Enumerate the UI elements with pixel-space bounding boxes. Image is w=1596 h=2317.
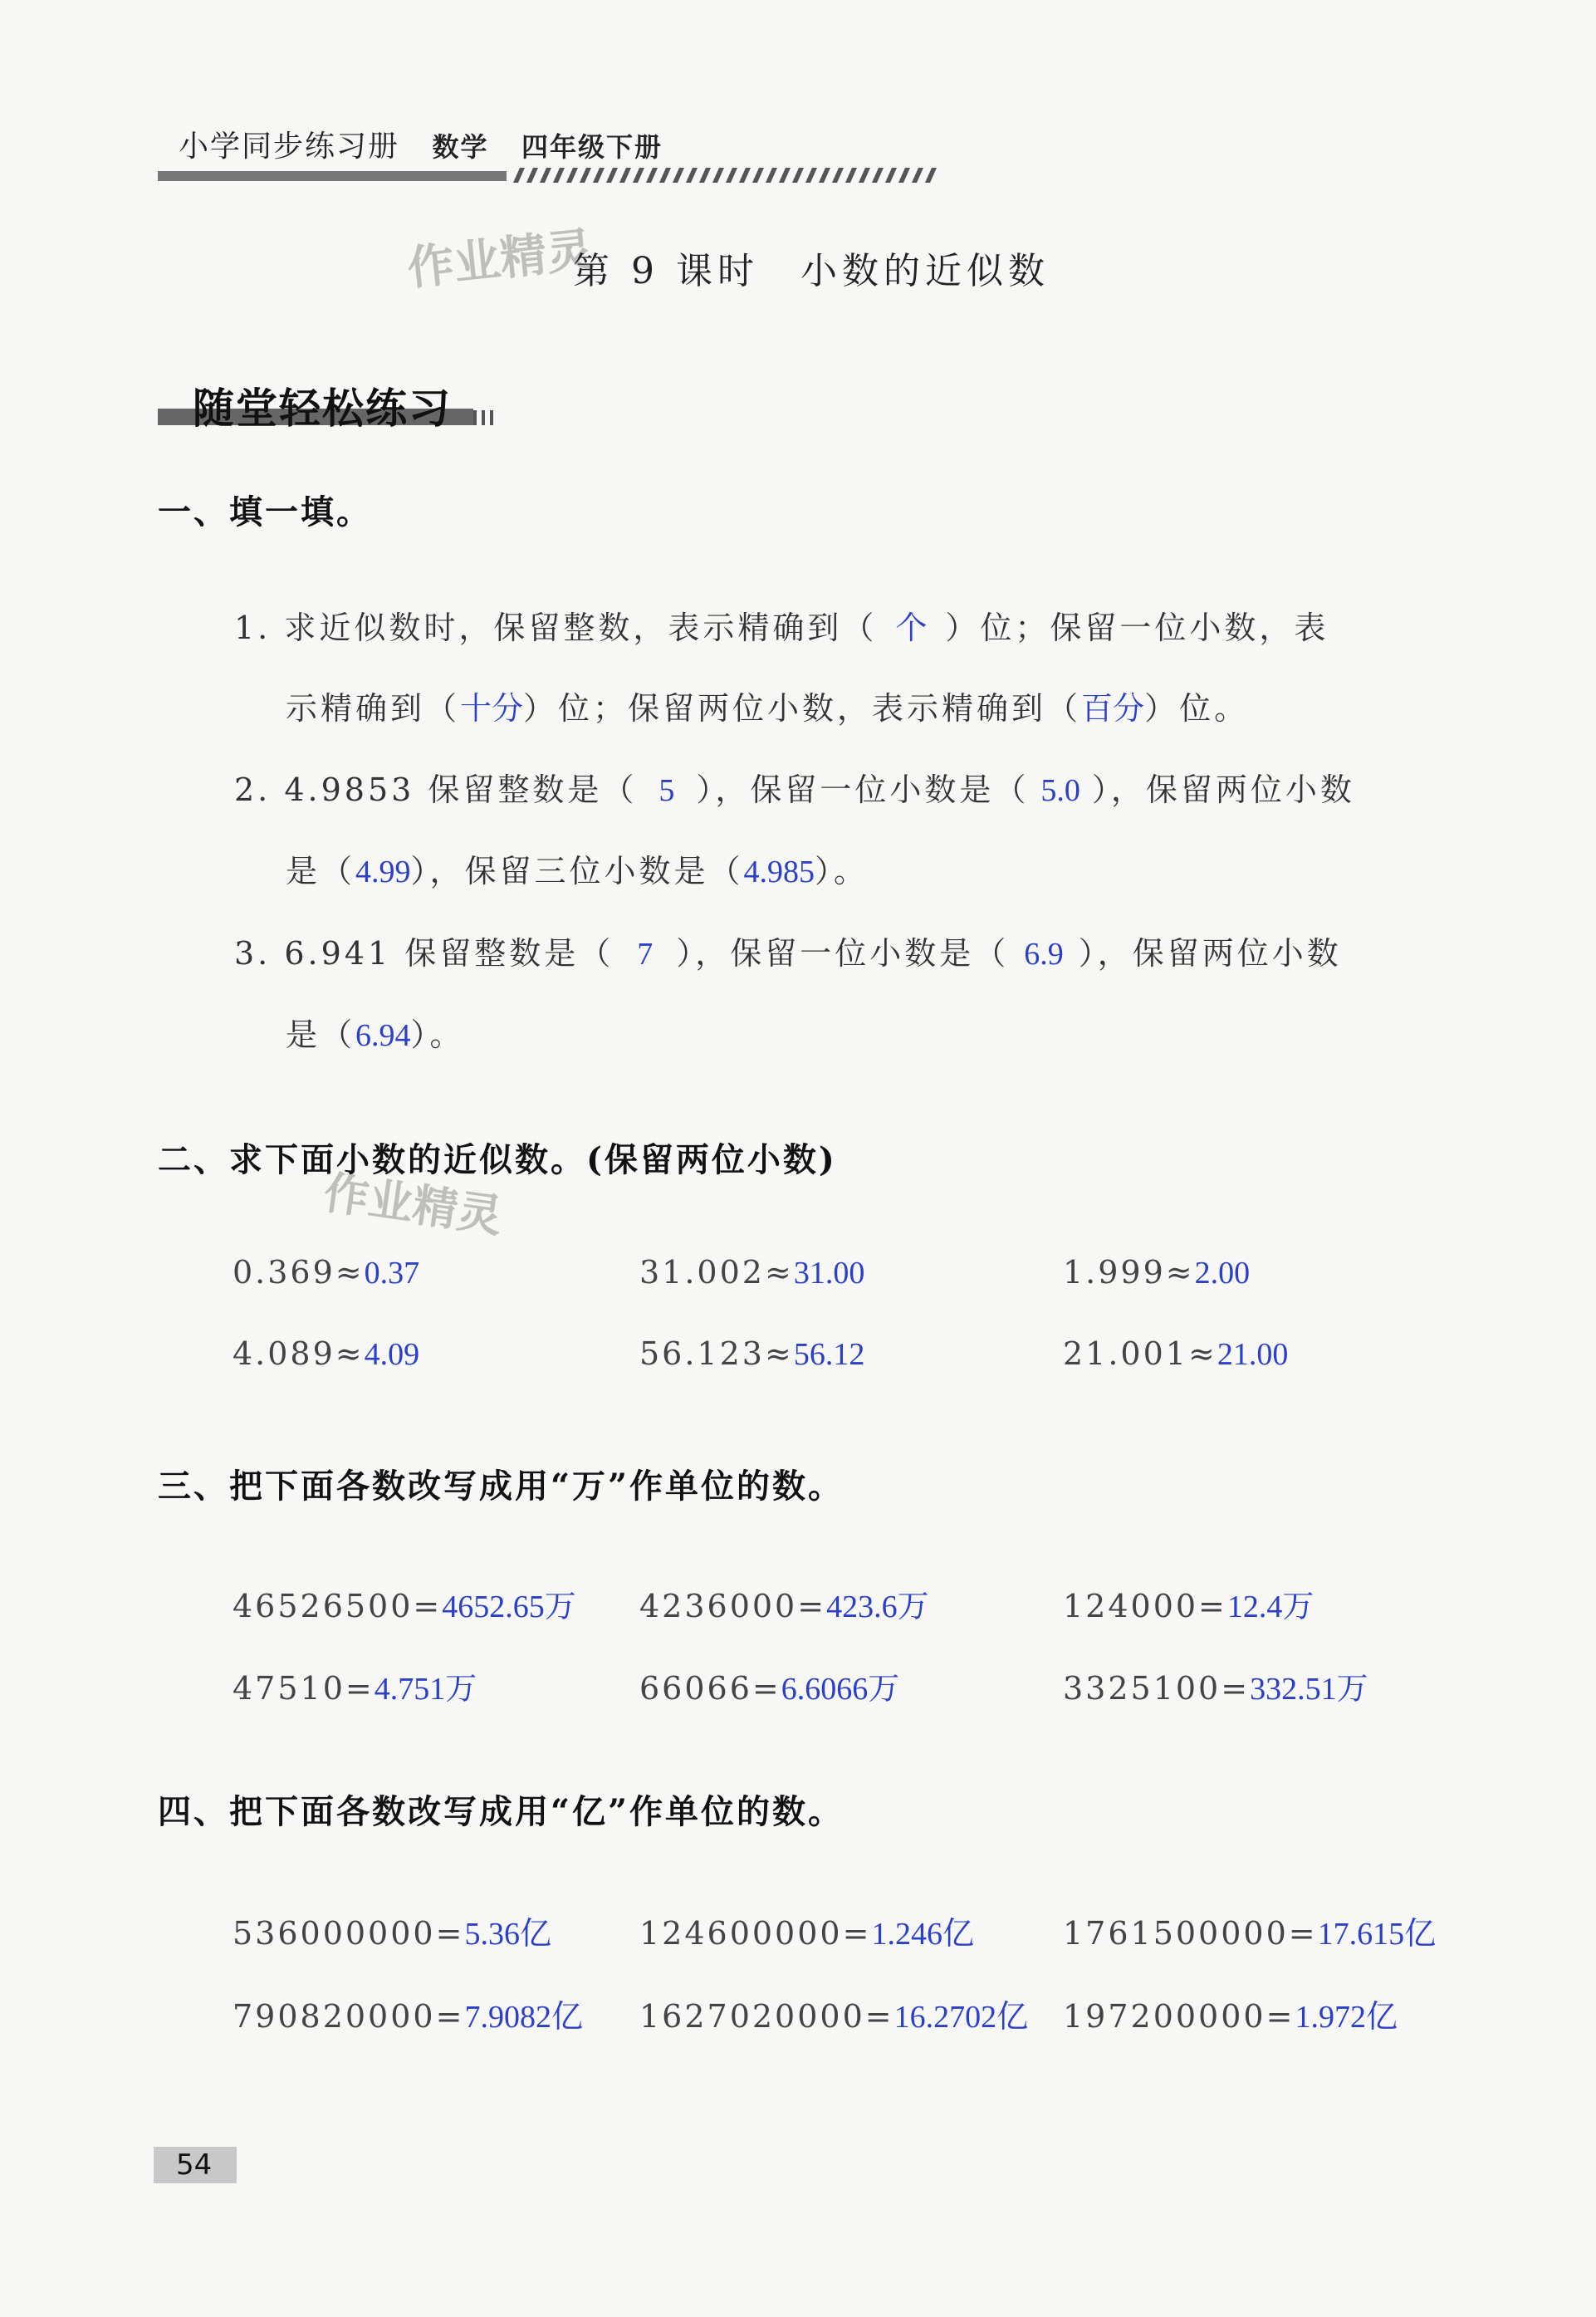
grade: 四年级下册	[521, 131, 663, 163]
page-number: 54	[176, 2148, 213, 2182]
wan-item: 66066=6.6066万	[639, 1670, 900, 1707]
approx-item: 31.002≈31.00	[639, 1254, 865, 1291]
q1-line1: 1. 求近似数时，保留整数，表示精确到（ 个 ）位；保留一位小数，表	[234, 610, 1329, 646]
section-3-title: 三、把下面各数改写成用“万”作单位的数。	[158, 1467, 845, 1506]
q2-line2: 是（4.99），保留三位小数是（4.985）。	[286, 853, 869, 889]
answer: 5	[658, 773, 675, 808]
book-title: 小学同步练习册	[179, 130, 400, 164]
answer: 17.615亿	[1317, 1917, 1437, 1952]
watermark: 作业精灵	[321, 1166, 506, 1243]
approx-item: 21.001≈21.00	[1063, 1335, 1289, 1372]
wan-item: 46526500=4652.65万	[233, 1588, 576, 1624]
q1-line2: 示精确到（十分）位；保留两位小数，表示精确到（百分）位。	[286, 690, 1250, 727]
answer: 21.00	[1217, 1337, 1289, 1372]
answer: 0.37	[364, 1256, 420, 1291]
approx-item: 0.369≈0.37	[233, 1254, 420, 1291]
header-stripe-bar	[158, 166, 938, 184]
wan-item: 4236000=423.6万	[639, 1588, 929, 1624]
wan-item: 3325100=332.51万	[1063, 1670, 1368, 1707]
subject: 数学	[432, 131, 489, 163]
yi-item: 197200000=1.972亿	[1063, 1998, 1398, 2035]
answer: 423.6万	[826, 1590, 929, 1624]
q2-line1: 2. 4.9853 保留整数是（ 5 ），保留一位小数是（ 5.0 ），保留两位小数	[234, 772, 1355, 808]
section-2-title: 二、求下面小数的近似数。(保留两位小数)	[158, 1140, 837, 1179]
yi-item: 536000000=5.36亿	[233, 1915, 551, 1952]
answer: 6.6066万	[781, 1672, 900, 1707]
answer: 4.751万	[374, 1672, 477, 1707]
book-header	[179, 123, 684, 165]
section-4-title: 四、把下面各数改写成用“亿”作单位的数。	[158, 1792, 845, 1831]
wan-item: 124000=12.4万	[1063, 1588, 1314, 1624]
approx-item: 1.999≈2.00	[1063, 1254, 1251, 1291]
yi-item: 1627020000=16.2702亿	[639, 1998, 1029, 2035]
answer: 4.99	[355, 855, 411, 889]
answer: 4.985	[743, 855, 815, 889]
approx-item: 56.123≈56.12	[639, 1335, 865, 1372]
answer: 31.00	[793, 1256, 865, 1291]
answer: 5.36亿	[464, 1917, 551, 1952]
wan-item: 47510=4.751万	[233, 1670, 477, 1707]
answer: 百分	[1081, 692, 1145, 727]
answer: 5.0	[1040, 773, 1080, 808]
answer: 7.9082亿	[464, 2000, 583, 2035]
answer: 个	[895, 611, 928, 646]
answer: 7	[637, 937, 654, 972]
q3-line1: 3. 6.941 保留整数是（ 7 ），保留一位小数是（ 6.9 ），保留两位小数	[234, 935, 1342, 972]
answer: 56.12	[793, 1337, 865, 1372]
lesson-title: 第 9 课时 小数的近似数	[573, 250, 1050, 292]
answer: 332.51万	[1250, 1672, 1368, 1707]
yi-item: 790820000=7.9082亿	[233, 1998, 583, 2035]
yi-item: 124600000=1.246亿	[639, 1915, 974, 1952]
answer: 1.972亿	[1295, 2000, 1398, 2035]
answer: 6.9	[1024, 937, 1064, 972]
answer: 12.4万	[1226, 1590, 1314, 1624]
answer: 4652.65万	[442, 1590, 576, 1624]
answer: 十分	[460, 692, 524, 727]
answer: 1.246亿	[871, 1917, 974, 1952]
answer: 6.94	[355, 1018, 411, 1053]
watermark: 作业精灵	[404, 223, 596, 296]
q3-line2: 是（6.94）。	[286, 1016, 465, 1053]
banner-title: 随堂轻松练习	[193, 385, 452, 433]
answer: 4.09	[364, 1337, 420, 1372]
section-1-title: 一、填一填。	[158, 492, 372, 531]
answer: 2.00	[1194, 1256, 1251, 1291]
answer: 16.2702亿	[893, 2000, 1029, 2035]
approx-item: 4.089≈4.09	[233, 1335, 420, 1372]
yi-item: 1761500000=17.615亿	[1063, 1915, 1437, 1952]
